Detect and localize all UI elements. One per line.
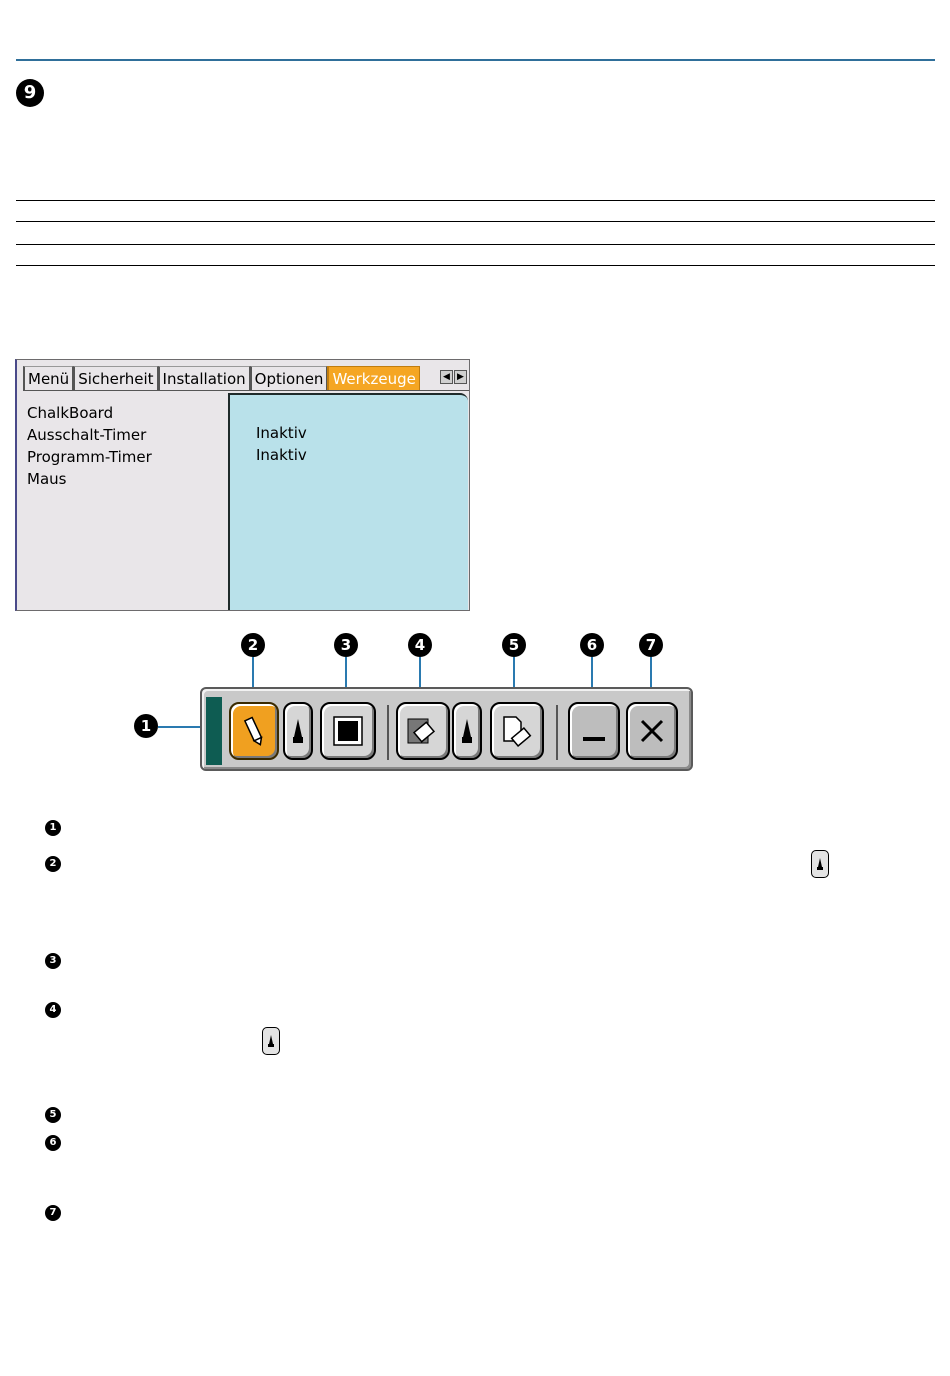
description-1-badge: 1	[45, 820, 61, 836]
toolbar-separator	[556, 705, 558, 760]
description-4-badge: 4	[45, 1002, 61, 1018]
tab-installation[interactable]: Installation	[158, 366, 250, 390]
callout-2-badge: 2	[241, 633, 265, 657]
menu-item-chalkboard[interactable]: ChalkBoard	[27, 404, 114, 422]
scroll-left-icon[interactable]: ◀	[440, 370, 453, 384]
clear-page-icon	[501, 715, 533, 747]
menu-item-list	[27, 402, 152, 490]
inline-width-button-icon	[811, 850, 829, 878]
description-3-badge: 3	[45, 953, 61, 969]
tab-optionen[interactable]: Optionen	[250, 366, 328, 390]
header-rule	[16, 59, 935, 61]
table-rule	[16, 221, 935, 222]
minimize-icon	[580, 717, 608, 745]
close-button[interactable]	[626, 702, 678, 760]
eraser-button[interactable]	[396, 702, 450, 760]
callout-7-badge: 7	[639, 633, 663, 657]
menu-item-ausschalt-timer[interactable]: Ausschalt-Timer	[27, 426, 147, 444]
pen-icon	[242, 714, 266, 748]
pen-width-button[interactable]	[283, 702, 313, 760]
value-list	[256, 422, 307, 466]
tab-werkzeuge[interactable]: Werkzeuge	[327, 366, 419, 390]
toolbar-drag-handle[interactable]	[206, 697, 222, 765]
menu-window	[15, 359, 470, 611]
scroll-right-icon[interactable]: ▶	[454, 370, 467, 384]
tab-underline	[23, 390, 469, 391]
table-rule	[16, 200, 935, 201]
clear-page-button[interactable]	[490, 702, 544, 760]
eraser-width-button[interactable]	[452, 702, 482, 760]
description-7-badge: 7	[45, 1205, 61, 1221]
callout-1-badge: 1	[134, 714, 158, 738]
inline-width-button-icon	[262, 1027, 280, 1055]
pen-width-icon	[291, 717, 305, 745]
table-rule	[16, 244, 935, 245]
tab-scroll-arrows	[440, 370, 467, 384]
tab-sicherheit[interactable]: Sicherheit	[73, 366, 157, 390]
callout-6-badge: 6	[580, 633, 604, 657]
value-ausschalt-timer: Inaktiv	[256, 424, 307, 442]
close-icon	[638, 717, 666, 745]
color-square-icon	[333, 716, 363, 746]
callout-5-badge: 5	[502, 633, 526, 657]
toolbar-separator	[387, 705, 389, 760]
callout-4-badge: 4	[408, 633, 432, 657]
menu-tab-bar	[23, 366, 420, 390]
description-6-badge: 6	[45, 1135, 61, 1151]
callout-3-badge: 3	[334, 633, 358, 657]
value-panel	[228, 393, 468, 610]
eraser-icon	[406, 716, 440, 746]
description-5-badge: 5	[45, 1107, 61, 1123]
table-rule	[16, 265, 935, 266]
description-2-badge: 2	[45, 856, 61, 872]
eraser-width-icon	[460, 717, 474, 745]
color-button[interactable]	[320, 702, 376, 760]
menu-item-programm-timer[interactable]: Programm-Timer	[27, 448, 152, 466]
menu-item-maus[interactable]: Maus	[27, 470, 67, 488]
tab-menu[interactable]: Menü	[23, 366, 73, 390]
value-programm-timer: Inaktiv	[256, 446, 307, 464]
pen-button[interactable]	[229, 702, 279, 760]
minimize-button[interactable]	[568, 702, 620, 760]
section-number-badge: 9	[16, 79, 44, 107]
